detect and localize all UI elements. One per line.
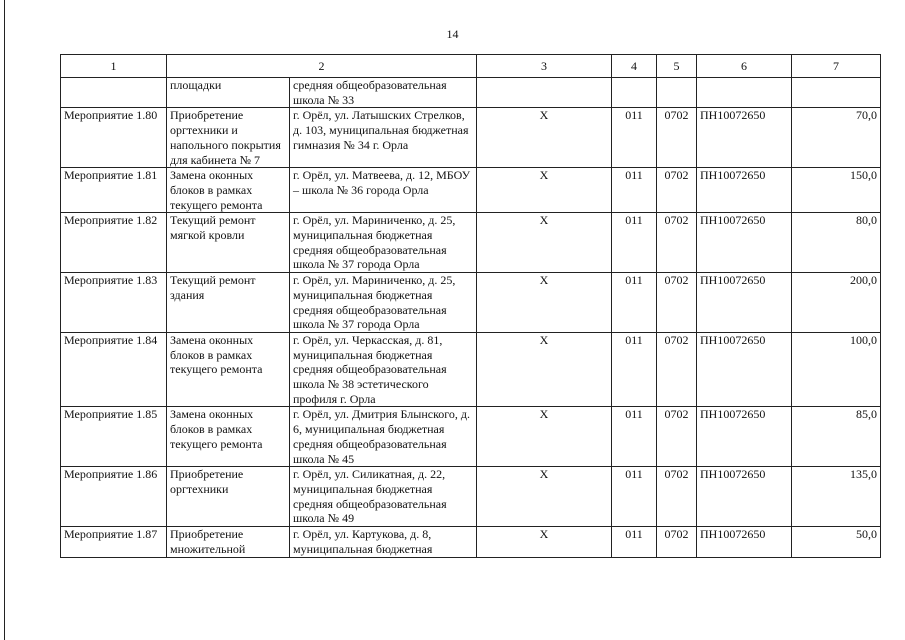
name-cell: Замена оконных блоков в рамках текущего ремонта (167, 332, 290, 407)
name-cell: Приобретение множительной (167, 527, 290, 557)
code2-cell: 0702 (657, 108, 697, 168)
code2-cell: 0702 (657, 467, 697, 527)
code3-cell: ПН10072650 (697, 332, 792, 407)
code1-cell: 011 (612, 407, 657, 467)
continuation-row (61, 78, 881, 108)
amount-cell: 50,0 (792, 527, 881, 557)
table-row (61, 168, 881, 213)
address-cell: г. Орёл, ул. Мариниченко, д. 25, муниципальная бюджетная средняя общеобразовательная школа № 37 города Орла (290, 213, 477, 273)
event-cell: Мероприятие 1.84 (61, 332, 167, 407)
header-col-3: 3 (477, 55, 612, 78)
code3-cell: ПН10072650 (697, 467, 792, 527)
amount-cell: 85,0 (792, 407, 881, 467)
code2-cell: 0702 (657, 527, 697, 557)
mark-cell: Х (477, 407, 612, 467)
code2-cell: 0702 (657, 213, 697, 273)
table-row (61, 108, 881, 168)
code1-cell: 011 (612, 273, 657, 333)
mark-cell: Х (477, 527, 612, 557)
event-cell (61, 78, 167, 108)
event-cell: Мероприятие 1.86 (61, 467, 167, 527)
mark-cell: Х (477, 213, 612, 273)
mark-cell: Х (477, 332, 612, 407)
address-cell: г. Орёл, ул. Черкасская, д. 81, муниципальная бюджетная средняя общеобразовательная школа № 38 эстетического профиля г. Орла (290, 332, 477, 407)
event-cell: Мероприятие 1.87 (61, 527, 167, 557)
address-cell: г. Орёл, ул. Мариниченко, д. 25, муниципальная бюджетная средняя общеобразовательная школа № 37 города Орла (290, 273, 477, 333)
code2-cell: 0702 (657, 168, 697, 213)
header-col-2: 2 (167, 55, 477, 78)
margin-rule (4, 0, 5, 640)
address-cell: г. Орёл, ул. Дмитрия Блынского, д. 6, муниципальная бюджетная средняя общеобразовательная школа № 45 (290, 407, 477, 467)
address-cell: г. Орёл, ул. Картукова, д. 8, муниципальная бюджетная (290, 527, 477, 557)
name-cell: Текущий ремонт здания (167, 273, 290, 333)
mark-cell: Х (477, 467, 612, 527)
name-cell: Текущий ремонт мягкой кровли (167, 213, 290, 273)
table-row (61, 273, 881, 333)
mark-cell: Х (477, 108, 612, 168)
amount-cell: 135,0 (792, 467, 881, 527)
address-cell: средняя общеобразовательная школа № 33 (290, 78, 477, 108)
table-row (61, 213, 881, 273)
header-col-5: 5 (657, 55, 697, 78)
code2-cell: 0702 (657, 332, 697, 407)
code1-cell: 011 (612, 332, 657, 407)
code3-cell: ПН10072650 (697, 527, 792, 557)
code3-cell: ПН10072650 (697, 273, 792, 333)
event-cell: Мероприятие 1.82 (61, 213, 167, 273)
table-row (61, 407, 881, 467)
code3-cell: ПН10072650 (697, 108, 792, 168)
event-cell: Мероприятие 1.83 (61, 273, 167, 333)
code3-cell: ПН10072650 (697, 168, 792, 213)
name-cell: Замена оконных блоков в рамках текущего ремонта (167, 407, 290, 467)
name-cell: Приобретение оргтехники и напольного покрытия для кабинета № 7 (167, 108, 290, 168)
page-number: 14 (446, 27, 459, 41)
code2-cell: 0702 (657, 273, 697, 333)
code3-cell: ПН10072650 (697, 407, 792, 467)
header-col-4: 4 (612, 55, 657, 78)
header-row (61, 55, 881, 78)
code1-cell: 011 (612, 213, 657, 273)
address-cell: г. Орёл, ул. Матвеева, д. 12, МБОУ – школа № 36 города Орла (290, 168, 477, 213)
event-cell: Мероприятие 1.81 (61, 168, 167, 213)
code1-cell: 011 (612, 108, 657, 168)
address-cell: г. Орёл, ул. Латышских Стрелков, д. 103, муниципальная бюджетная гимназия № 34 г. Орла (290, 108, 477, 168)
header-col-6: 6 (697, 55, 792, 78)
name-cell: Замена оконных блоков в рамках текущего ремонта (167, 168, 290, 213)
amount-cell: 200,0 (792, 273, 881, 333)
name-cell: Приобретение оргтехники (167, 467, 290, 527)
amount-cell: 150,0 (792, 168, 881, 213)
amount-cell: 70,0 (792, 108, 881, 168)
event-cell: Мероприятие 1.80 (61, 108, 167, 168)
name-cell: площадки (167, 78, 290, 108)
address-cell: г. Орёл, ул. Силикатная, д. 22, муниципальная бюджетная средняя общеобразовательная школа № 49 (290, 467, 477, 527)
code1-cell: 011 (612, 527, 657, 557)
code2-cell: 0702 (657, 407, 697, 467)
code1-cell: 011 (612, 168, 657, 213)
table-row (61, 527, 881, 557)
event-cell: Мероприятие 1.85 (61, 407, 167, 467)
mark-cell: Х (477, 168, 612, 213)
amount-cell: 100,0 (792, 332, 881, 407)
code1-cell: 011 (612, 467, 657, 527)
budget-table (60, 54, 881, 558)
header-col-7: 7 (792, 55, 881, 78)
code3-cell: ПН10072650 (697, 213, 792, 273)
amount-cell: 80,0 (792, 213, 881, 273)
header-col-1: 1 (61, 55, 167, 78)
mark-cell: Х (477, 273, 612, 333)
table-row (61, 332, 881, 407)
table-row (61, 467, 881, 527)
